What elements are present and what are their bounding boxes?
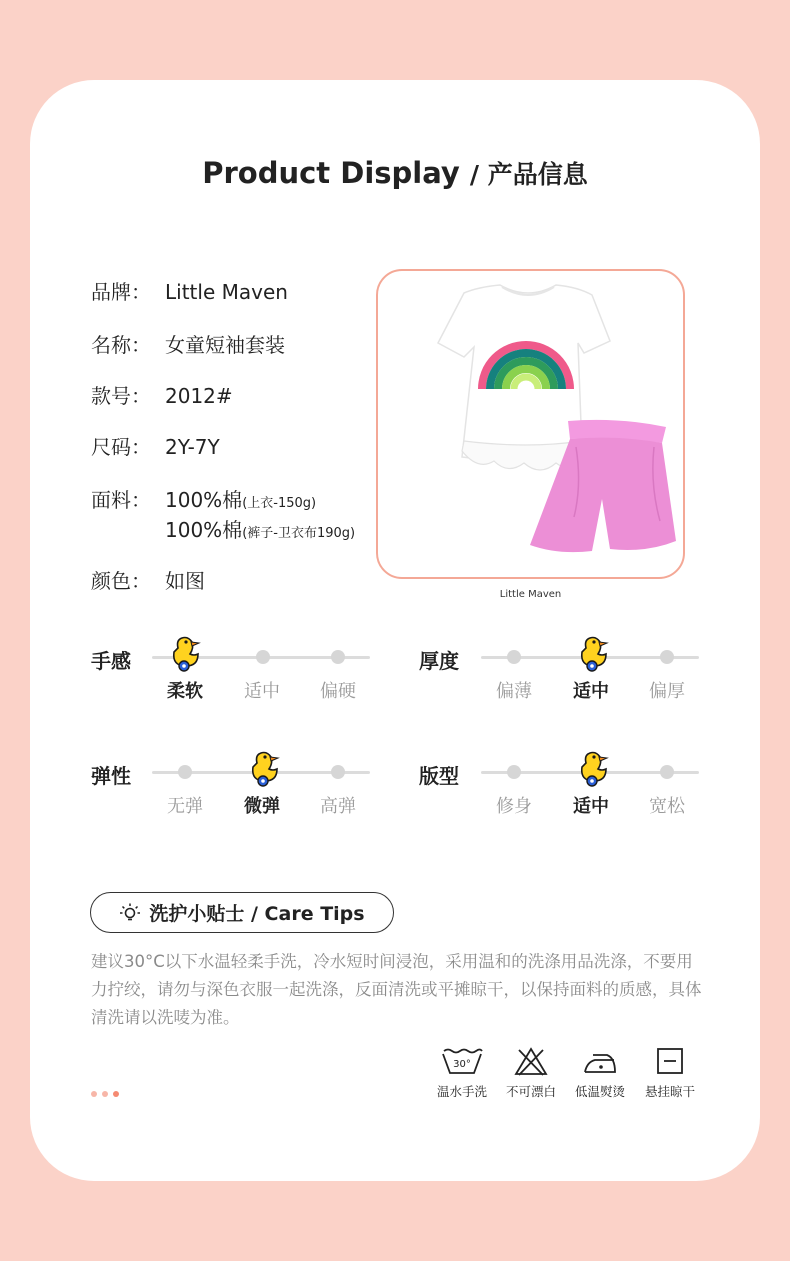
fit-dot (660, 765, 674, 779)
model-label: 款号： (91, 384, 151, 408)
fabric-top-note: (上衣-150g) (242, 496, 317, 511)
fabric-top-main: 100%棉 (165, 488, 243, 512)
care-icon-hand-wash (432, 1046, 492, 1100)
thickness-title: 厚度 (419, 649, 459, 673)
hand-feel-dot (256, 650, 270, 664)
title-main: Product Display (202, 156, 460, 190)
care-tips-label: 洗护小贴士 / Care Tips (149, 903, 365, 925)
thickness-option-thin: 偏薄 (496, 681, 532, 702)
duck-marker-icon (168, 632, 202, 672)
size-value: 2Y-7Y (165, 435, 220, 459)
fit-dot (507, 765, 521, 779)
elasticity-title: 弹性 (91, 764, 131, 788)
info-size (91, 431, 220, 460)
care-instructions: 建议30°C以下水温轻柔手洗，冷水短时间浸泡，采用温和的洗涤用品洗涤，不要用力拧绞，请勿与深色衣服一起洗涤，反面清洗或平摊晾干，以保持面料的质感，具体清洗请以洗唛为准。 (91, 952, 702, 1027)
page-dot (102, 1091, 108, 1097)
color-label: 颜色： (91, 569, 151, 593)
fit-title: 版型 (419, 764, 459, 788)
duck-marker-icon (576, 632, 610, 672)
name-label: 名称： (91, 333, 151, 357)
name-value: 女童短袖套装 (165, 333, 285, 357)
care-icon-label: 不可漂白 (505, 1084, 556, 1099)
care-icon-no-bleach (501, 1046, 561, 1100)
hand-feel-option-soft: 柔软 (167, 681, 203, 702)
info-name (91, 329, 285, 358)
hang-dry-icon (655, 1046, 685, 1076)
duck-marker-icon (576, 747, 610, 787)
low-iron-icon (581, 1046, 619, 1076)
thickness-option-thick: 偏厚 (649, 681, 685, 702)
care-icon-label: 悬挂晾干 (644, 1084, 695, 1099)
brand-label: 品牌： (91, 280, 151, 304)
care-tips-pill (90, 892, 394, 933)
info-fabric (91, 484, 316, 513)
hand-feel-option-hard: 偏硬 (320, 681, 356, 702)
brand-value: Little Maven (165, 280, 288, 304)
title-sub: / 产品信息 (469, 160, 588, 189)
lightbulb-icon (119, 902, 141, 924)
product-photo (376, 269, 685, 579)
elasticity-option-slight: 微弹 (244, 796, 280, 817)
elasticity-option-high: 高弹 (320, 796, 356, 817)
care-icon-low-iron (570, 1046, 630, 1100)
hand-feel-title: 手感 (91, 649, 131, 673)
model-value: 2012# (165, 384, 233, 408)
no-bleach-icon (514, 1046, 548, 1076)
care-icon-hang-dry (640, 1046, 700, 1100)
hand-wash-30-icon (440, 1046, 484, 1076)
care-icon-label: 温水手洗 (436, 1084, 487, 1099)
fit-option-slim: 修身 (496, 796, 532, 817)
page-dot (91, 1091, 97, 1097)
thickness-dot (660, 650, 674, 664)
info-color (91, 565, 205, 594)
fit-option-regular: 适中 (573, 796, 609, 817)
size-label: 尺码： (91, 435, 151, 459)
photo-caption: Little Maven (499, 589, 562, 600)
fabric-bottom-main: 100%棉 (165, 518, 243, 542)
page-title (0, 155, 790, 191)
fabric-label: 面料： (91, 488, 151, 512)
elasticity-dot (178, 765, 192, 779)
info-fabric-2 (165, 514, 355, 543)
care-icon-label: 低温熨烫 (574, 1084, 625, 1099)
info-brand (91, 276, 288, 305)
hand-feel-option-medium: 适中 (244, 681, 280, 702)
page-indicator (91, 1091, 119, 1097)
info-model (91, 380, 233, 409)
duck-marker-icon (247, 747, 281, 787)
hand-feel-dot (331, 650, 345, 664)
color-value: 如图 (165, 569, 205, 593)
page-dot-active (113, 1091, 119, 1097)
wash-temperature: 30° (453, 1059, 471, 1070)
thickness-dot (507, 650, 521, 664)
outfit-illustration (378, 271, 683, 577)
elasticity-option-none: 无弹 (167, 796, 203, 817)
elasticity-dot (331, 765, 345, 779)
fabric-bottom-note: (裤子-卫衣布190g) (242, 526, 356, 541)
thickness-option-medium: 适中 (573, 681, 609, 702)
fit-option-loose: 宽松 (649, 796, 685, 817)
